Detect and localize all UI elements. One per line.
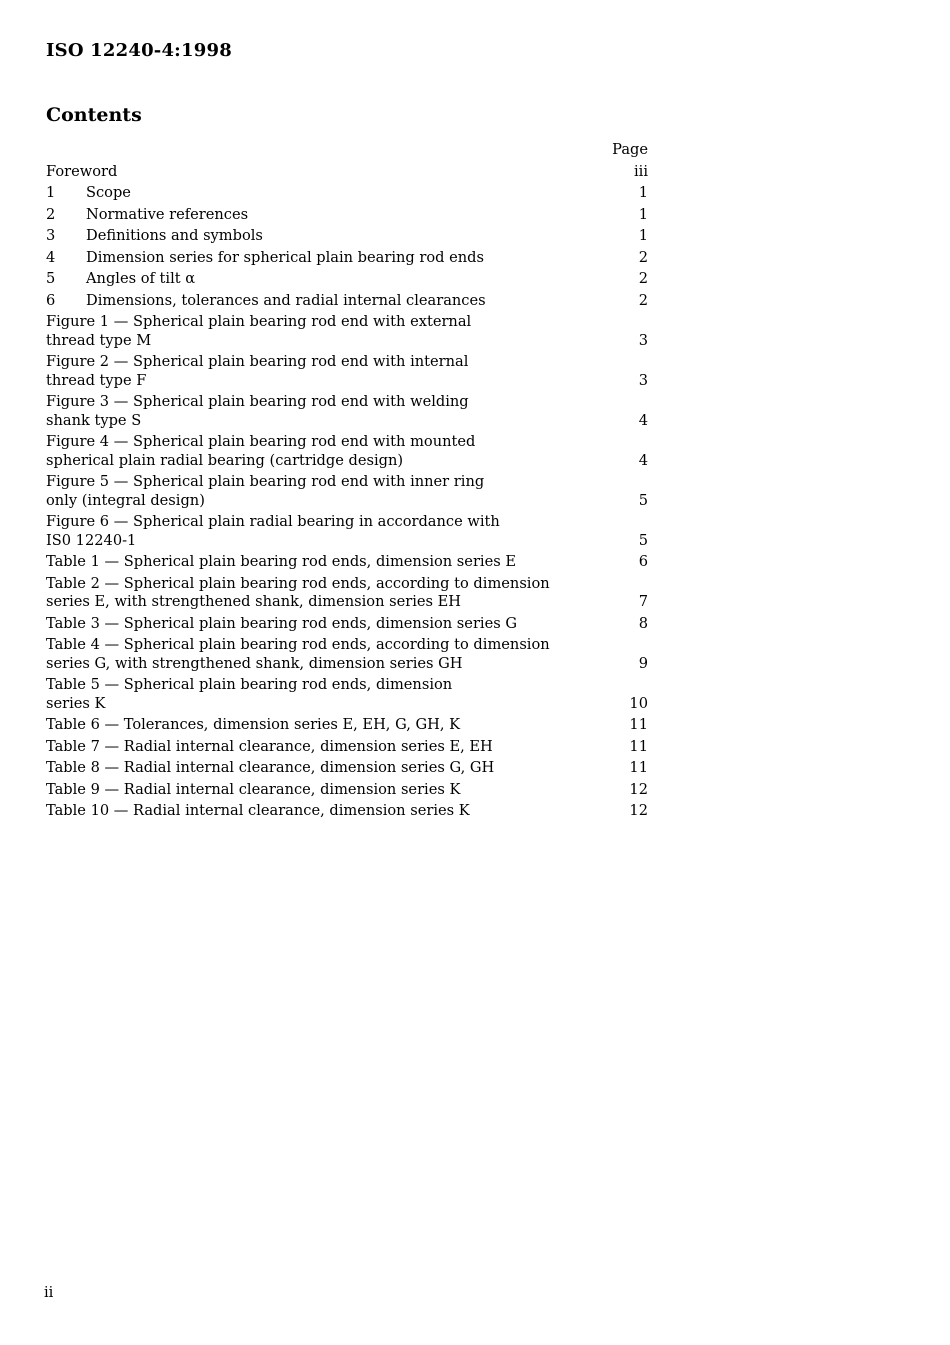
toc-entry-line: Dimension series for spherical plain bearing rod ends [86, 248, 484, 266]
toc-entry-title [46, 227, 263, 246]
toc-entry-title [46, 433, 475, 470]
toc-entry[interactable] [46, 270, 648, 289]
toc-entry-text [86, 249, 484, 268]
toc-entry[interactable] [46, 163, 648, 182]
toc-entry[interactable] [46, 473, 648, 510]
toc-entry[interactable] [46, 759, 648, 778]
toc-entry[interactable] [46, 513, 648, 550]
toc-entry-page: 2 [638, 270, 648, 287]
toc-entry-page: 2 [638, 291, 648, 309]
toc-entry-line: IS0 12240-1 [46, 531, 137, 549]
toc-entry-number: 2 [46, 205, 56, 223]
toc-entry[interactable] [46, 575, 648, 612]
toc-entry[interactable] [46, 249, 648, 268]
toc-entry-line: Table 5 — Spherical plain bearing rod ends, dimension [46, 676, 453, 693]
toc-entry[interactable] [46, 393, 648, 430]
document-id: ISO 12240-4:1998 [46, 40, 232, 61]
toc-entry-page: 10 [629, 694, 648, 712]
toc-entry[interactable] [46, 716, 648, 735]
toc-entry-page: 3 [638, 331, 648, 349]
toc-entry-title [46, 313, 471, 350]
toc-entry-page: 11 [629, 737, 648, 755]
toc-entry-page: 5 [638, 491, 648, 509]
toc-entry-title [46, 163, 117, 182]
toc-entry-line: Table 10 — Radial internal clearance, dimension series K [46, 802, 470, 819]
toc-entry-page: 9 [638, 654, 648, 672]
toc-entry-line: Angles of tilt α [86, 270, 196, 287]
toc-entry-page: 8 [638, 614, 648, 632]
toc-entry-number: 3 [46, 227, 56, 244]
toc-entry-page: 2 [638, 248, 648, 266]
toc-entry-title [46, 270, 195, 289]
toc-entry-line: Figure 4 — Spherical plain bearing rod end with mounted [46, 433, 476, 450]
toc-entry-line: Table 7 — Radial internal clearance, dimension series E, EH [46, 737, 493, 755]
toc-entry-number: 4 [46, 248, 56, 266]
toc-entry-line: Scope [86, 184, 131, 201]
toc-entry-line: Figure 1 — Spherical plain bearing rod end with external [46, 313, 472, 330]
toc-entry-text [46, 513, 500, 550]
toc-entry-line: Table 4 — Spherical plain bearing rod ends, according to dimension [46, 636, 550, 653]
toc-entry-page: 1 [638, 205, 648, 223]
page-column-label: Page [612, 141, 648, 158]
toc-entry[interactable] [46, 433, 648, 470]
toc-entry-text [46, 575, 550, 612]
toc-entry-line: series E, with strengthened shank, dimension series EH [46, 593, 462, 610]
toc-entry-line: shank type S [46, 411, 142, 429]
toc-entry-text [46, 802, 470, 821]
toc-entry-number: 1 [46, 184, 56, 201]
toc-entry-title [46, 553, 516, 572]
toc-entry-line: Figure 5 — Spherical plain bearing rod end with inner ring [46, 473, 485, 490]
toc-entry-title [46, 738, 493, 757]
toc-entry-line: Figure 3 — Spherical plain bearing rod end with welding [46, 393, 469, 410]
toc-entry-line: only (integral design) [46, 491, 205, 509]
toc-entry[interactable] [46, 781, 648, 800]
toc-entry-line: Table 8 — Radial internal clearance, dimension series G, GH [46, 759, 495, 776]
toc-entry-title [46, 292, 486, 311]
toc-entry-line: Table 6 — Tolerances, dimension series E, EH, G, GH, K [46, 716, 461, 733]
toc-entry-number: 6 [46, 291, 56, 309]
toc-entry-page: 7 [638, 593, 648, 610]
toc-entry-line: spherical plain radial bearing (cartridge design) [46, 451, 404, 469]
toc-entry-line: Figure 2 — Spherical plain bearing rod end with internal [46, 353, 469, 370]
toc-entry[interactable] [46, 353, 648, 390]
toc-entry-line: Table 2 — Spherical plain bearing rod ends, according to dimension [46, 574, 550, 592]
toc-entry-text [46, 353, 468, 390]
toc-entry-title [46, 716, 460, 735]
toc-entry-text [86, 270, 195, 289]
toc-entry-text [46, 313, 471, 350]
toc-entry-line: series G, with strengthened shank, dimension series GH [46, 654, 463, 672]
toc-entry-line: series K [46, 694, 106, 712]
toc-entry-text [86, 206, 248, 225]
toc-entry-line: Foreword [46, 162, 118, 180]
toc-entry-title [46, 393, 469, 430]
toc-entry[interactable] [46, 292, 648, 311]
table-of-contents [46, 141, 648, 824]
toc-entry-title [46, 676, 452, 713]
toc-entry-text [46, 473, 484, 510]
toc-entry-title [46, 249, 484, 268]
toc-entry-text [46, 433, 475, 470]
toc-entry-page: 5 [638, 531, 648, 549]
toc-entry-text [46, 781, 460, 800]
toc-entry-title [46, 781, 460, 800]
toc-entry-text [46, 759, 494, 778]
toc-entry-text [46, 393, 469, 430]
toc-entry-title [46, 473, 484, 510]
toc-entry-line: Table 9 — Radial internal clearance, dimension series K [46, 780, 461, 798]
toc-entry-line: thread type F [46, 371, 147, 389]
toc-entry[interactable] [46, 636, 648, 673]
toc-entry-line: Normative references [86, 205, 249, 223]
toc-entry-page: 6 [638, 553, 648, 570]
toc-entry-text [46, 676, 452, 713]
toc-entry-page: 1 [638, 227, 648, 244]
toc-entry-page: 11 [629, 759, 648, 776]
toc-entry-line: Definitions and symbols [86, 227, 263, 244]
toc-entry[interactable] [46, 615, 648, 634]
footer-page-number: ii [44, 1284, 54, 1301]
toc-entry[interactable] [46, 227, 648, 246]
toc-entry-line: Dimensions, tolerances and radial internal clearances [86, 291, 486, 309]
toc-entry-page: 12 [629, 780, 648, 798]
toc-entry-page: 1 [638, 184, 648, 201]
toc-entry-title [46, 802, 470, 821]
toc-entry[interactable] [46, 676, 648, 713]
toc-entry[interactable] [46, 206, 648, 225]
toc-entry-text [46, 716, 460, 735]
page-column-header-row [46, 141, 648, 160]
toc-entry[interactable] [46, 184, 648, 203]
contents-heading: Contents [46, 104, 142, 126]
toc-entry-title [46, 759, 494, 778]
toc-entry-text [46, 636, 550, 673]
toc-entry-text [46, 615, 517, 634]
toc-entry[interactable] [46, 802, 648, 821]
toc-entry-page: 3 [638, 371, 648, 389]
toc-entry-line: Table 1 — Spherical plain bearing rod ends, dimension series E [46, 553, 516, 570]
toc-entry-title [46, 353, 468, 390]
toc-entry-line: Table 3 — Spherical plain bearing rod ends, dimension series G [46, 614, 518, 632]
toc-entry[interactable] [46, 738, 648, 757]
toc-entry-text [46, 163, 117, 182]
toc-entries [46, 163, 648, 821]
toc-entry-number: 5 [46, 270, 56, 287]
toc-entry-text [46, 738, 493, 757]
toc-entry-text [86, 184, 131, 203]
toc-entry-line: Figure 6 — Spherical plain radial bearing in accordance with [46, 513, 500, 530]
toc-entry-title [46, 184, 131, 203]
toc-entry-text [46, 553, 516, 572]
toc-entry[interactable] [46, 553, 648, 572]
toc-entry-title [46, 615, 517, 634]
toc-entry-title [46, 575, 550, 612]
toc-entry-page: iii [633, 162, 648, 180]
toc-entry-page: 11 [629, 716, 648, 733]
toc-entry-line: thread type M [46, 331, 152, 349]
toc-entry[interactable] [46, 313, 648, 350]
toc-entry-page: 12 [629, 802, 648, 819]
toc-entry-page: 4 [638, 451, 648, 469]
toc-entry-page: 4 [638, 411, 648, 429]
toc-entry-text [86, 292, 486, 311]
toc-entry-title [46, 513, 500, 550]
toc-entry-text [86, 227, 263, 246]
toc-entry-title [46, 636, 550, 673]
toc-entry-title [46, 206, 248, 225]
